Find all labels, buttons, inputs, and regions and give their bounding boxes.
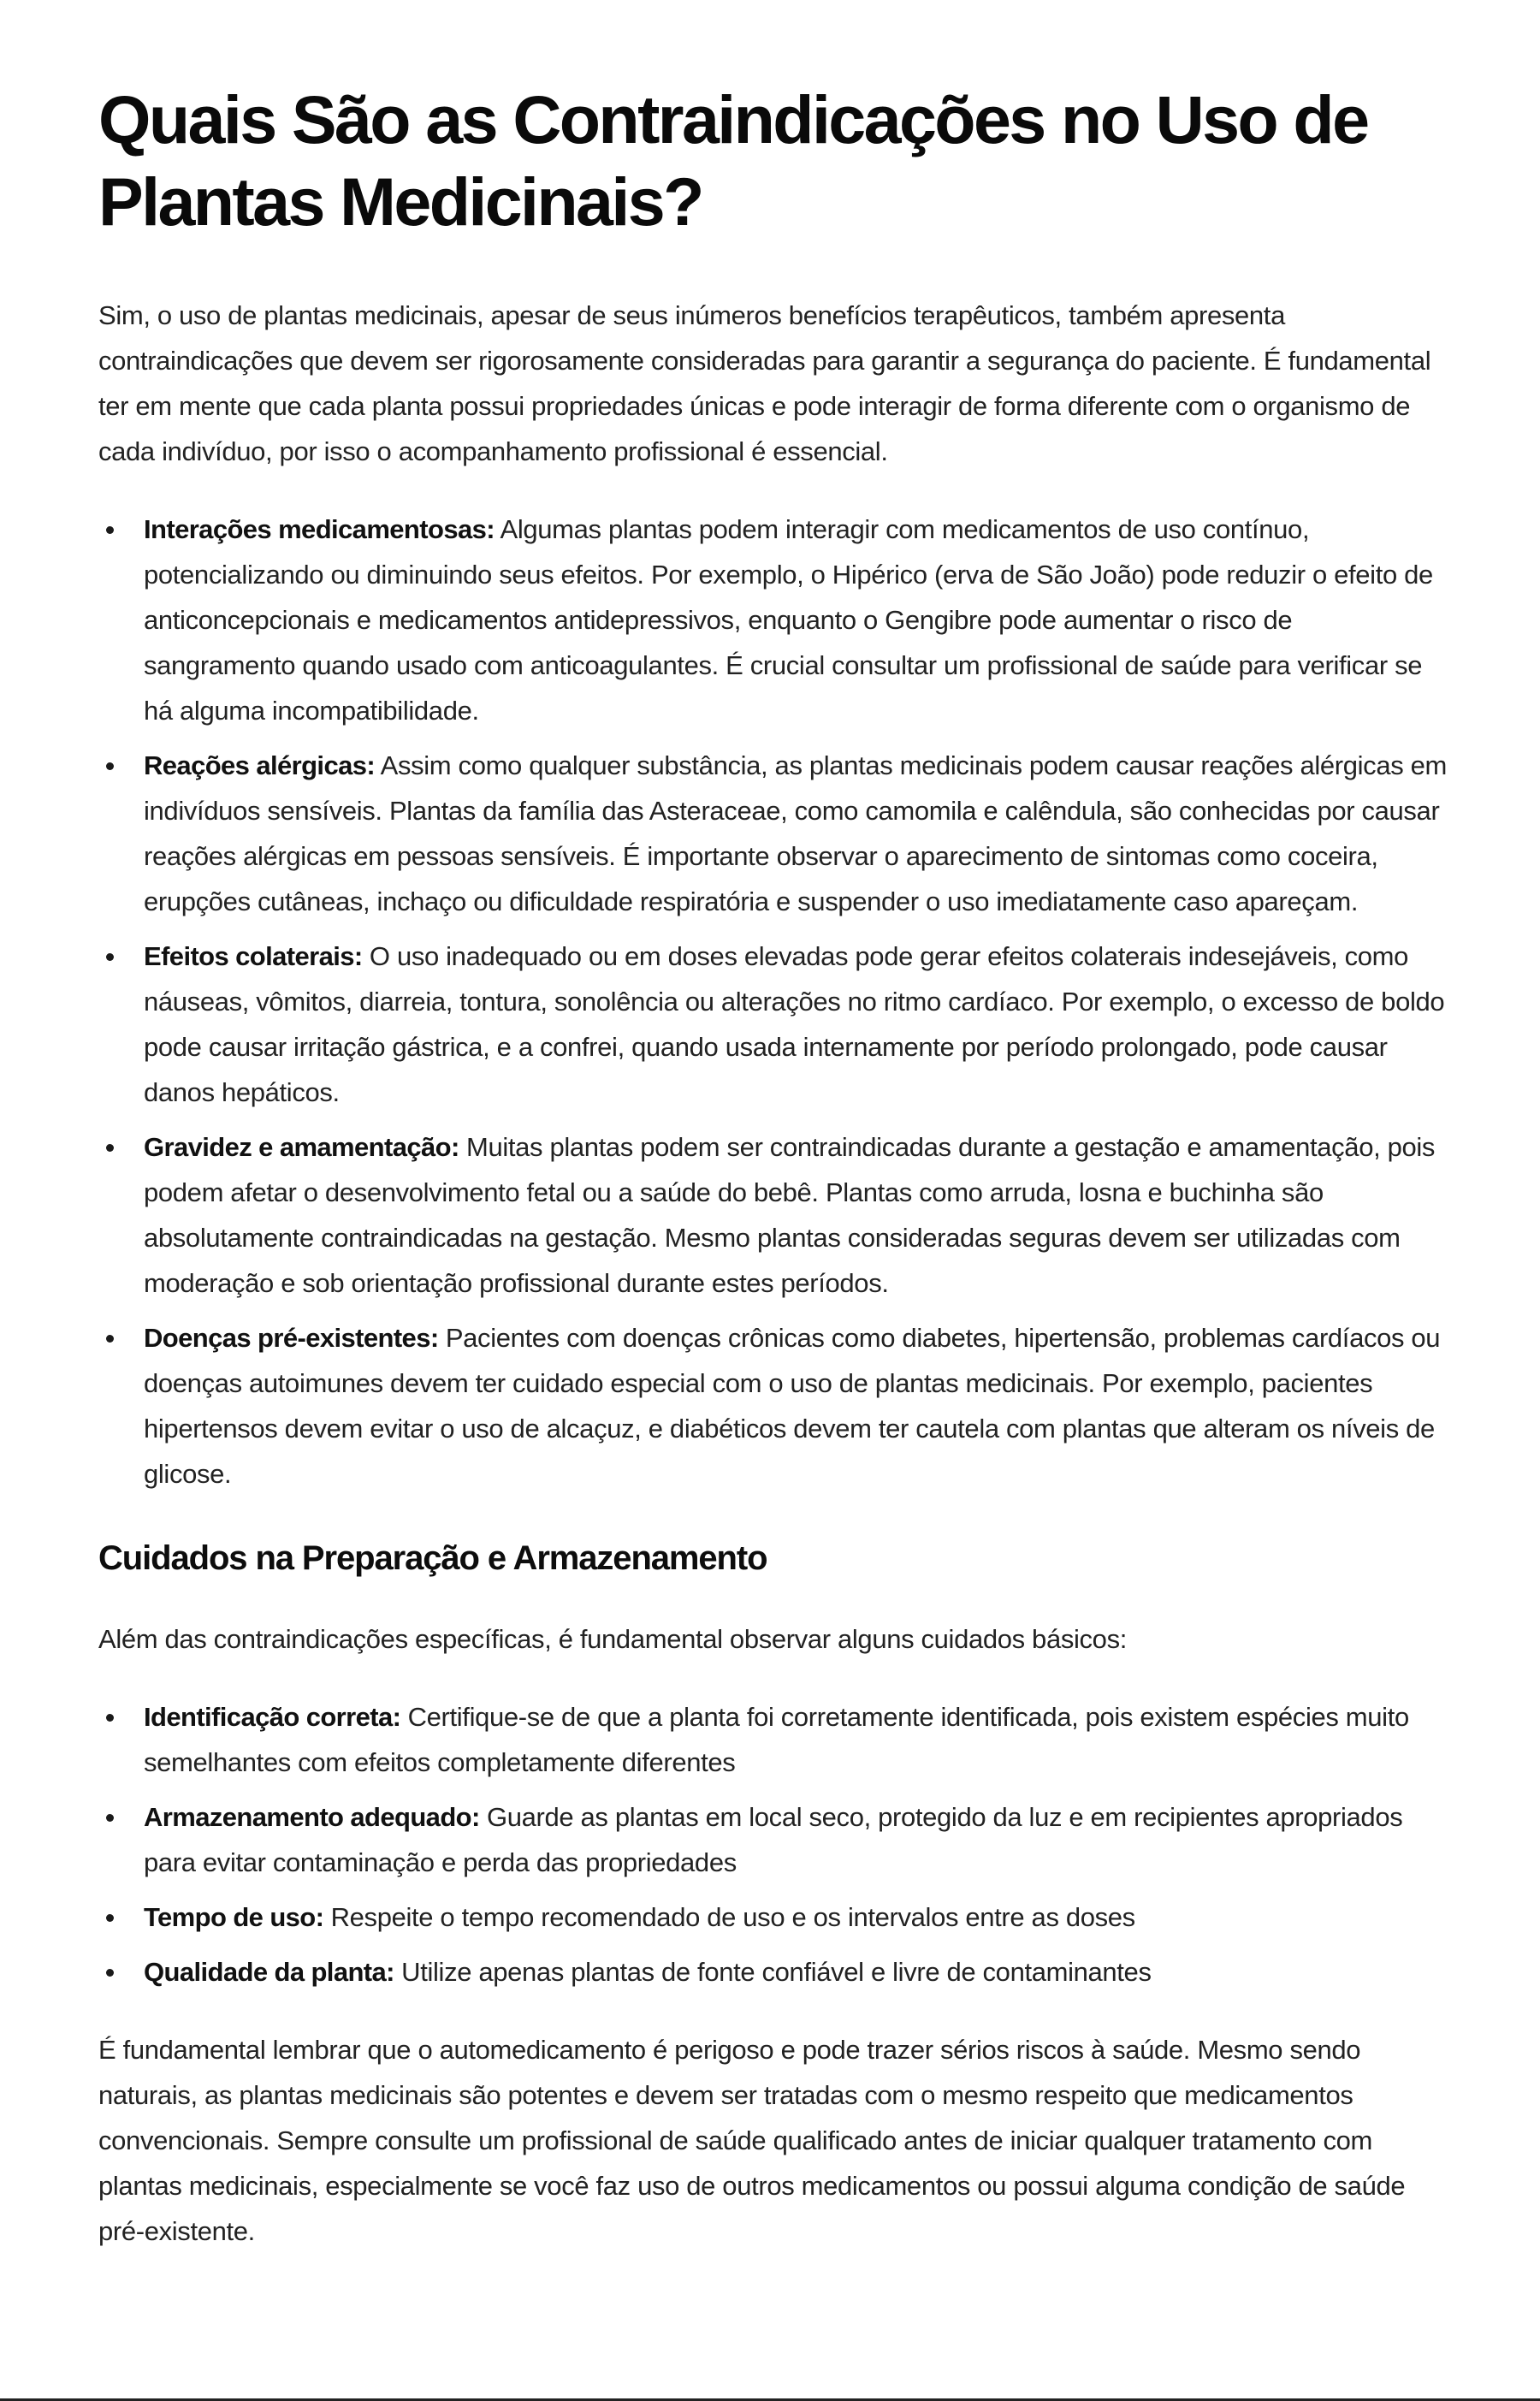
closing-paragraph: É fundamental lembrar que o automedicamento é perigoso e pode trazer sérios riscos à saúde. Mesmo sendo naturais, as plantas medicinais são potentes e devem ser tratadas com o mesmo respeito que medicamentos convencionais. Sempre consulte um profissional de saúde qualificado antes de iniciar qualquer tratamento com plantas medicinais, especialmente se você faz uso de outros medicamentos ou possui alguma condição de saúde pré-existente. — [98, 2035, 1406, 2246]
list-item-armazenamento — [98, 1794, 1450, 1885]
list-item-term: Qualidade da planta: — [144, 1957, 394, 1987]
list-item-text: Respeite o tempo recomendado de uso e os intervalos entre as doses — [323, 1902, 1135, 1932]
list-item-text: Guarde as plantas em local seco, protegido da luz e em recipientes apropriados para evitar contaminação e perda das propriedades — [144, 1802, 1403, 1877]
list-item-text: Muitas plantas podem ser contraindicadas durante a gestação e amamentação, pois podem afetar o desenvolvimento fetal ou a saúde do bebê. Plantas como arruda, losna e buchinha são absolutamente contraindicadas na gestação. Mesmo plantas consideradas seguras devem ser utilizadas com moderação e sob orientação profissional durante estes períodos. — [144, 1132, 1436, 1298]
list-item-identificacao — [98, 1694, 1450, 1785]
list-item-doencas — [98, 1315, 1450, 1497]
list-item-text: Assim como qualquer substância, as plantas medicinais podem causar reações alérgicas em indivíduos sensíveis. Plantas da família das Asteraceae, como camomila e calêndula, são conhecidas por causar reações alérgicas em pessoas sensíveis. É importante observar o aparecimento de sintomas como coceira, erupções cutâneas, inchaço ou dificuldade respiratória e suspender o uso imediatamente caso apareçam. — [144, 750, 1447, 916]
list-item-qualidade — [98, 1949, 1450, 1995]
list-item-term: Efeitos colaterais: — [144, 941, 363, 971]
list-item-efeitos — [98, 934, 1450, 1115]
article — [98, 0, 1450, 2254]
list-item-text: O uso inadequado ou em doses elevadas pode gerar efeitos colaterais indesejáveis, como náuseas, vômitos, diarreia, tontura, sonolência ou alterações no ritmo cardíaco. Por exemplo, o excesso de boldo pode causar irritação gástrica, e a confrei, quando usada internamente por período prolongado, pode causar danos hepáticos. — [144, 941, 1445, 1107]
intro-paragraph: Sim, o uso de plantas medicinais, apesar de seus inúmeros benefícios terapêuticos, também apresenta contraindicações que devem ser rigorosamente consideradas para garantir a segurança do paciente. É fundamental ter em mente que cada planta possui propriedades únicas e pode interagir de forma diferente com o organismo de cada indivíduo, por isso o acompanhamento profissional é essencial. — [98, 300, 1431, 466]
list-item-term: Tempo de uso: — [144, 1902, 324, 1932]
page-title: Quais São as Contraindicações no Uso de Plantas Medicinais? — [98, 81, 1368, 240]
list-item-text: Certifique-se de que a planta foi corretamente identificada, pois existem espécies muito semelhantes com efeitos completamente diferentes — [144, 1702, 1409, 1777]
list-item-gravidez — [98, 1124, 1450, 1306]
list-item-term: Doenças pré-existentes: — [144, 1323, 439, 1353]
list-item-reacoes — [98, 743, 1450, 924]
list-item-term: Armazenamento adequado: — [144, 1802, 480, 1832]
contraindications-list — [98, 507, 1450, 1497]
care-list — [98, 1694, 1450, 1995]
list-item-text: Pacientes com doenças crônicas como diabetes, hipertensão, problemas cardíacos ou doenças autoimunes devem ter cuidado especial com o uso de plantas medicinais. Por exemplo, pacientes hipertensos devem evitar o uso de alcaçuz, e diabéticos devem ter cautela com plantas que alteram os níveis de glicose. — [144, 1323, 1441, 1489]
list-item-term: Interações medicamentosas: — [144, 514, 495, 544]
list-item-interacoes — [98, 507, 1450, 733]
list-item-term: Gravidez e amamentação: — [144, 1132, 459, 1162]
list-item-text: Utilize apenas plantas de fonte confiável e livre de contaminantes — [394, 1957, 1152, 1987]
section-lead: Além das contraindicações específicas, é fundamental observar alguns cuidados básicos: — [98, 1624, 1127, 1654]
list-item-tempo — [98, 1894, 1450, 1940]
list-item-term: Identificação correta: — [144, 1702, 401, 1732]
list-item-text: Algumas plantas podem interagir com medicamentos de uso contínuo, potencializando ou diminuindo seus efeitos. Por exemplo, o Hipérico (erva de São João) pode reduzir o efeito de anticoncepcionais e medicamentos antidepressivos, enquanto o Gengibre pode aumentar o risco de sangramento quando usado com anticoagulantes. É crucial consultar um profissional de saúde para verificar se há alguma incompatibilidade. — [144, 514, 1433, 726]
list-item-term: Reações alérgicas: — [144, 750, 376, 780]
section-heading: Cuidados na Preparação e Armazenamento — [98, 1539, 767, 1577]
